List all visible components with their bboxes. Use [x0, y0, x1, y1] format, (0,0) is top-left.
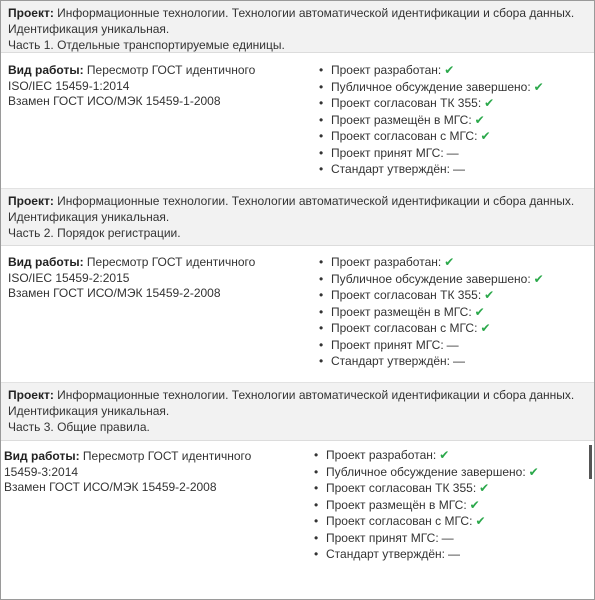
work-type-value: Пересмотр ГОСТ идентичного: [79, 449, 252, 463]
stage-item: [319, 287, 544, 304]
project-part: Часть 2. Порядок регистрации.: [8, 226, 181, 241]
stage-item: [319, 79, 544, 96]
project-label: Проект:: [8, 6, 54, 20]
work-type-label: Вид работы:: [8, 63, 84, 77]
stage-item: [319, 145, 544, 162]
project-part: Часть 1. Отдельные транспортируемые единицы.: [8, 38, 285, 53]
stage-label: Публичное обсуждение завершено:: [331, 79, 531, 94]
dash-mark: —: [448, 547, 460, 561]
stage-item: [319, 271, 544, 288]
project-title: Информационные технологии. Технологии автоматической идентификации и сбора данных. Идентификация уникальная.: [8, 388, 575, 419]
replaces-standard: Взамен ГОСТ ИСО/МЭК 15459-1-2008: [8, 94, 221, 108]
check-icon: ✔: [444, 255, 455, 269]
dash-mark: —: [446, 337, 459, 352]
stage-label: Проект размещён в МГС:: [331, 304, 472, 319]
project-header: [1, 1, 594, 53]
stage-item: [319, 95, 544, 112]
stage-item: [314, 464, 539, 481]
project-header: [1, 189, 594, 246]
check-icon: ✔: [444, 63, 455, 77]
stage-label: Проект согласован ТК 355:: [326, 481, 477, 495]
stage-label: Стандарт утверждён:: [331, 162, 450, 176]
standard-code: 15459-3:2014: [4, 464, 79, 479]
project-label: Проект:: [8, 194, 54, 208]
project-part: Часть 3. Общие правила.: [8, 420, 150, 435]
work-info: [4, 449, 251, 496]
check-icon: ✔: [533, 271, 544, 286]
dash-mark: —: [446, 145, 459, 160]
stage-label: Проект разработан:: [326, 448, 437, 462]
check-icon: ✔: [528, 464, 539, 479]
stage-label: Публичное обсуждение завершено:: [331, 271, 531, 286]
check-icon: ✔: [484, 96, 495, 110]
check-icon: ✔: [480, 321, 491, 335]
stage-label: Проект принят МГС:: [331, 337, 444, 352]
replaces-standard: Взамен ГОСТ ИСО/МЭК 15459-2-2008: [4, 480, 217, 494]
stage-item: [319, 254, 544, 271]
project-label: Проект:: [8, 388, 54, 402]
work-type-label: Вид работы:: [8, 255, 84, 269]
check-icon: ✔: [439, 448, 450, 462]
work-info: [8, 63, 255, 110]
check-icon: ✔: [484, 288, 495, 302]
scroll-marker: [589, 445, 592, 479]
stage-item: [319, 320, 544, 337]
check-icon: ✔: [469, 497, 480, 512]
work-type-value: Пересмотр ГОСТ идентичного: [83, 255, 256, 269]
dash-mark: —: [453, 354, 465, 368]
stage-item: [314, 546, 539, 563]
check-icon: ✔: [475, 514, 486, 528]
project-header: [1, 383, 594, 441]
stage-label: Публичное обсуждение завершено:: [326, 464, 526, 479]
stage-label: Проект размещён в МГС:: [331, 112, 472, 127]
stage-label: Проект принят МГС:: [326, 530, 439, 545]
stage-label: Проект согласован ТК 355:: [331, 96, 482, 110]
stage-list: [319, 254, 544, 370]
stage-label: Стандарт утверждён:: [331, 354, 450, 368]
check-icon: ✔: [474, 112, 485, 127]
check-icon: ✔: [479, 481, 490, 495]
stage-item: [319, 161, 544, 178]
stage-item: [314, 480, 539, 497]
stage-list: [319, 62, 544, 178]
dash-mark: —: [453, 162, 465, 176]
stage-label: Проект согласован с МГС:: [331, 129, 478, 143]
project-title: Информационные технологии. Технологии автоматической идентификации и сбора данных. Идентификация уникальная.: [8, 6, 575, 37]
stage-item: [319, 62, 544, 79]
work-type-value: Пересмотр ГОСТ идентичного: [83, 63, 256, 77]
stage-label: Стандарт утверждён:: [326, 547, 445, 561]
replaces-standard: Взамен ГОСТ ИСО/МЭК 15459-2-2008: [8, 286, 221, 300]
stage-item: [319, 337, 544, 354]
stage-item: [314, 513, 539, 530]
stage-item: [319, 353, 544, 370]
stage-label: Проект разработан:: [331, 63, 442, 77]
stage-label: Проект согласован с МГС:: [326, 514, 473, 528]
check-icon: ✔: [474, 304, 485, 319]
stage-label: Проект согласован с МГС:: [331, 321, 478, 335]
work-type-label: Вид работы:: [4, 449, 80, 463]
stage-label: Проект согласован ТК 355:: [331, 288, 482, 302]
stage-item: [314, 447, 539, 464]
dash-mark: —: [441, 530, 454, 545]
stage-item: [319, 304, 544, 321]
stage-item: [314, 530, 539, 547]
stage-item: [319, 128, 544, 145]
work-info: [8, 255, 255, 302]
standard-code: ISO/IEC 15459-1:2014: [8, 78, 130, 93]
stage-label: Проект разработан:: [331, 255, 442, 269]
stage-label: Проект принят МГС:: [331, 145, 444, 160]
project-title: Информационные технологии. Технологии автоматической идентификации и сбора данных. Идентификация уникальная.: [8, 194, 575, 225]
stage-item: [319, 112, 544, 129]
check-icon: ✔: [533, 79, 544, 94]
standard-code: ISO/IEC 15459-2:2015: [8, 270, 130, 285]
stage-item: [314, 497, 539, 514]
stage-list: [314, 447, 539, 563]
check-icon: ✔: [480, 129, 491, 143]
stage-label: Проект размещён в МГС:: [326, 497, 467, 512]
